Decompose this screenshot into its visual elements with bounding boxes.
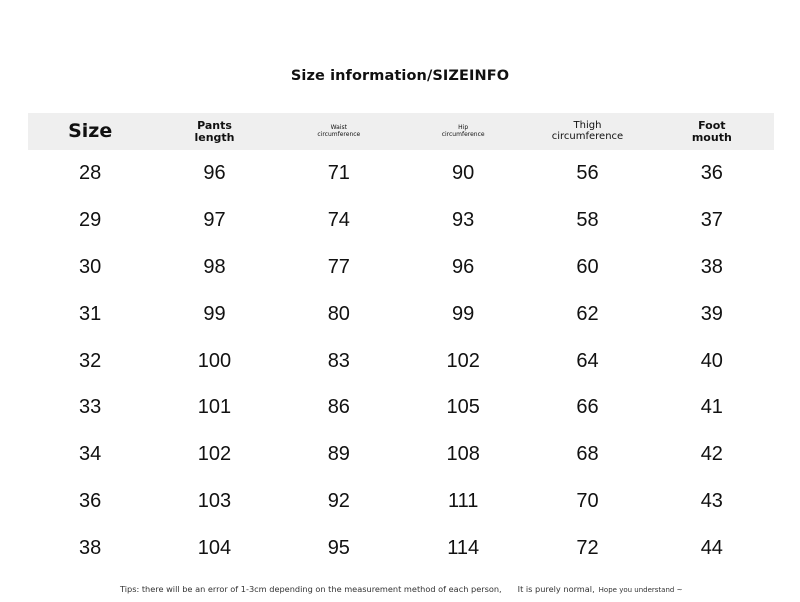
table-header-row bbox=[28, 113, 774, 150]
cell-pants-length: 102 bbox=[197, 443, 232, 466]
cell-thigh: 72 bbox=[576, 537, 599, 560]
cell-foot-mouth: 36 bbox=[700, 161, 723, 184]
cell-foot-mouth: 40 bbox=[700, 349, 723, 372]
cell-pants-length: 101 bbox=[197, 396, 232, 419]
cell-size: 31 bbox=[79, 302, 102, 325]
cell-size: 34 bbox=[79, 443, 102, 466]
cell-size: 36 bbox=[79, 490, 102, 513]
cell-foot-mouth: 42 bbox=[700, 443, 723, 466]
cell-waist: 77 bbox=[327, 255, 350, 278]
cell-hip: 99 bbox=[452, 302, 475, 325]
header-thigh-line2: circumference bbox=[551, 130, 624, 142]
cell-foot-mouth: 37 bbox=[700, 208, 723, 231]
cell-thigh: 66 bbox=[576, 396, 599, 419]
header-hip bbox=[401, 113, 525, 150]
cell-hip: 93 bbox=[452, 208, 475, 231]
table-row bbox=[28, 478, 774, 525]
table-row bbox=[28, 291, 774, 338]
cell-hip: 102 bbox=[446, 349, 480, 372]
cell-thigh: 70 bbox=[576, 490, 599, 513]
cell-size: 28 bbox=[79, 161, 102, 184]
header-pants-length bbox=[152, 113, 276, 150]
cell-foot-mouth: 43 bbox=[700, 490, 723, 513]
tips-text-3: Hope you understand ~ bbox=[598, 586, 683, 594]
cell-waist: 92 bbox=[327, 490, 350, 513]
cell-hip: 108 bbox=[446, 443, 480, 466]
cell-pants-length: 103 bbox=[197, 490, 232, 513]
cell-hip: 105 bbox=[446, 396, 480, 419]
cell-size: 33 bbox=[79, 396, 102, 419]
cell-waist: 86 bbox=[327, 396, 350, 419]
header-pants-length-line1: Pants bbox=[197, 118, 232, 132]
cell-pants-length: 96 bbox=[203, 161, 226, 184]
table-row bbox=[28, 431, 774, 478]
cell-foot-mouth: 38 bbox=[700, 255, 723, 278]
cell-thigh: 60 bbox=[576, 255, 599, 278]
header-foot-mouth bbox=[650, 113, 774, 150]
header-waist-line1: Waist bbox=[330, 124, 347, 132]
cell-pants-length: 99 bbox=[203, 302, 226, 325]
header-waist-line2: circumference bbox=[317, 130, 361, 138]
table-row bbox=[28, 197, 774, 244]
table-row bbox=[28, 150, 774, 197]
header-thigh-line1: Thigh bbox=[573, 120, 602, 131]
cell-pants-length: 100 bbox=[197, 349, 232, 372]
header-hip-line1: Hip bbox=[458, 124, 469, 132]
table-body bbox=[28, 150, 774, 572]
cell-thigh: 68 bbox=[576, 443, 599, 466]
cell-hip: 111 bbox=[447, 490, 479, 513]
cell-foot-mouth: 39 bbox=[700, 302, 723, 325]
cell-size: 32 bbox=[79, 349, 102, 372]
table-row bbox=[28, 525, 774, 572]
header-waist bbox=[277, 113, 401, 150]
cell-thigh: 58 bbox=[576, 208, 599, 231]
tips-text-2: It is purely normal, bbox=[517, 584, 595, 594]
header-pants-length-line2: length bbox=[194, 130, 235, 144]
tips-text-1: Tips: there will be an error of 1-3cm depending on the measurement method of each person, bbox=[120, 584, 502, 594]
cell-hip: 90 bbox=[452, 161, 475, 184]
cell-waist: 74 bbox=[327, 208, 350, 231]
cell-waist: 89 bbox=[327, 443, 350, 466]
table-row bbox=[28, 384, 774, 431]
header-foot-mouth-line1: Foot bbox=[698, 118, 726, 132]
header-hip-line2: circumference bbox=[441, 130, 485, 138]
cell-pants-length: 98 bbox=[203, 255, 226, 278]
cell-waist: 71 bbox=[327, 161, 350, 184]
size-table bbox=[28, 113, 774, 572]
cell-thigh: 62 bbox=[576, 302, 599, 325]
cell-waist: 83 bbox=[327, 349, 350, 372]
cell-size: 38 bbox=[79, 537, 102, 560]
cell-foot-mouth: 44 bbox=[700, 537, 723, 560]
cell-thigh: 64 bbox=[576, 349, 599, 372]
cell-pants-length: 97 bbox=[203, 208, 226, 231]
cell-hip: 96 bbox=[452, 255, 475, 278]
cell-pants-length: 104 bbox=[197, 537, 232, 560]
cell-size: 30 bbox=[79, 255, 102, 278]
cell-foot-mouth: 41 bbox=[700, 396, 723, 419]
header-thigh bbox=[525, 113, 649, 150]
header-size bbox=[28, 113, 152, 150]
cell-hip: 114 bbox=[447, 537, 480, 560]
cell-waist: 95 bbox=[327, 537, 350, 560]
header-size-label: Size bbox=[68, 119, 113, 142]
cell-thigh: 56 bbox=[576, 161, 599, 184]
header-foot-mouth-line2: mouth bbox=[691, 130, 732, 144]
cell-waist: 80 bbox=[327, 302, 350, 325]
table-row bbox=[28, 244, 774, 291]
cell-size: 29 bbox=[79, 208, 102, 231]
tips-note bbox=[120, 584, 682, 594]
page-title: Size information/SIZEINFO bbox=[290, 68, 510, 84]
table-row bbox=[28, 338, 774, 385]
